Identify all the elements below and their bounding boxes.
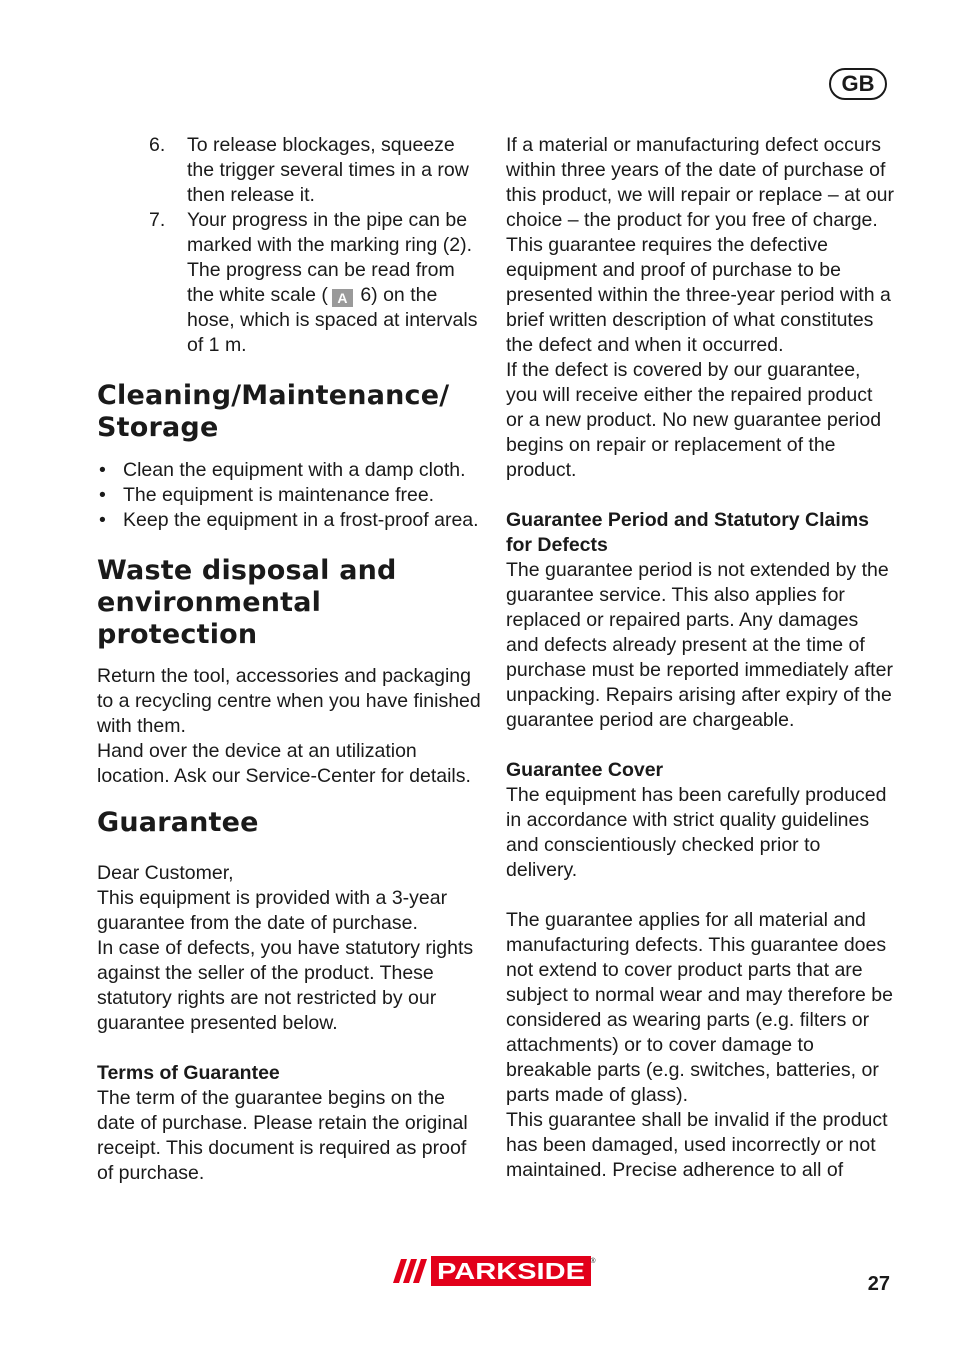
right-column [506,133,894,1183]
guarantee-paragraph: This equipment is provided with a 3-year guarantee from the date of purchase. [97,887,448,934]
left-column [97,133,485,1186]
figure-ref-badge: A [332,289,353,307]
list-item [97,458,485,483]
list-item-text: The equipment is maintenance free. [123,484,435,506]
list-item [97,508,485,533]
covered-paragraph: If the defect is covered by our guarantee, you will receive either the repaired product or a new product. No new guarantee period begins on repair or replacement of the product. [506,359,882,481]
terms-text: The term of the guarantee begins on the date of purchase. Please retain the original receipt. This document is required as proof of purchase. [97,1087,468,1184]
list-item-text: Clean the equipment with a damp cloth. [123,459,466,481]
cleaning-list [97,458,485,533]
guarantee-heading: Guarantee [97,807,259,838]
bullet-icon: • [99,459,106,481]
step-text: To release blockages, squeeze the trigger several times in a row then release it. [187,134,469,206]
waste-paragraph-2: Hand over the device at an utilization location. Ask our Service-Center for details. [97,740,471,787]
step-number: 6. [149,134,166,156]
list-item [97,483,485,508]
step-text: Your progress in the pipe can be marked with the marking ring (2). The progress can be read from the white scale ( [187,209,473,306]
waste-heading: Waste disposal and environmental protection [97,555,397,650]
language-badge: GB [829,68,887,100]
step-item [97,208,485,358]
cover-text-2: The guarantee applies for all material and manufacturing defects. This guarantee does not extend to cover product parts that are subject to normal wear and may therefore be considered as wearing parts (e.g. filters or attachments) or to cover damage to breakable parts (e.g. switches, batteries, or parts made of glass). [506,909,893,1106]
cover-text: The equipment has been carefully produced in accordance with strict quality guidelines and conscientiously checked prior to delivery. [506,784,887,881]
cleaning-heading: Cleaning/Maintenance/ Storage [97,380,450,443]
period-text: The guarantee period is not extended by the guarantee service. This also applies for replaced or repaired parts. Any damages and defects already present at the time of purchase must be reported immediately after unpacking. Repairs arising after expiry of the guarantee period are chargeable. [506,559,893,731]
period-heading: Guarantee Period and Statutory Claims for Defects [506,509,870,556]
guarantee-salutation: Dear Customer, [97,862,234,884]
parkside-logo [389,1255,597,1287]
cover-text-3: This guarantee shall be invalid if the product has been damaged, used incorrectly or not maintained. Precise adherence to all of [506,1109,888,1181]
registered-mark: ® [590,1258,596,1265]
list-item-text: Keep the equipment in a frost-proof area. [123,509,479,531]
logo-wordmark: PARKSIDE [437,1258,585,1284]
instruction-steps [97,133,485,358]
guarantee-paragraph-2: In case of defects, you have statutory rights against the seller of the product. These statutory rights are not restricted by our guarantee presented below. [97,937,474,1034]
terms-heading: Terms of Guarantee [97,1062,280,1084]
step-text-continued: 6) on the hose, which is spaced at intervals of 1 m. [187,284,478,356]
cover-heading: Guarantee Cover [506,759,664,781]
defect-paragraph: If a material or manufacturing defect occurs within three years of the date of purchase of this product, we will repair or replace – at our choice – the product for you free of charge. This guarantee requires the defective equipment and proof of purchase to be presented within the three-year period with a brief written description of what constitutes the defect and when it occurred. [506,134,895,356]
step-item [97,133,485,208]
step-number: 7. [149,209,166,231]
bullet-icon: • [99,509,106,531]
page-number: 27 [867,1273,890,1295]
waste-paragraph: Return the tool, accessories and packaging to a recycling centre when you have finished with them. [97,665,481,737]
bullet-icon: • [99,484,106,506]
